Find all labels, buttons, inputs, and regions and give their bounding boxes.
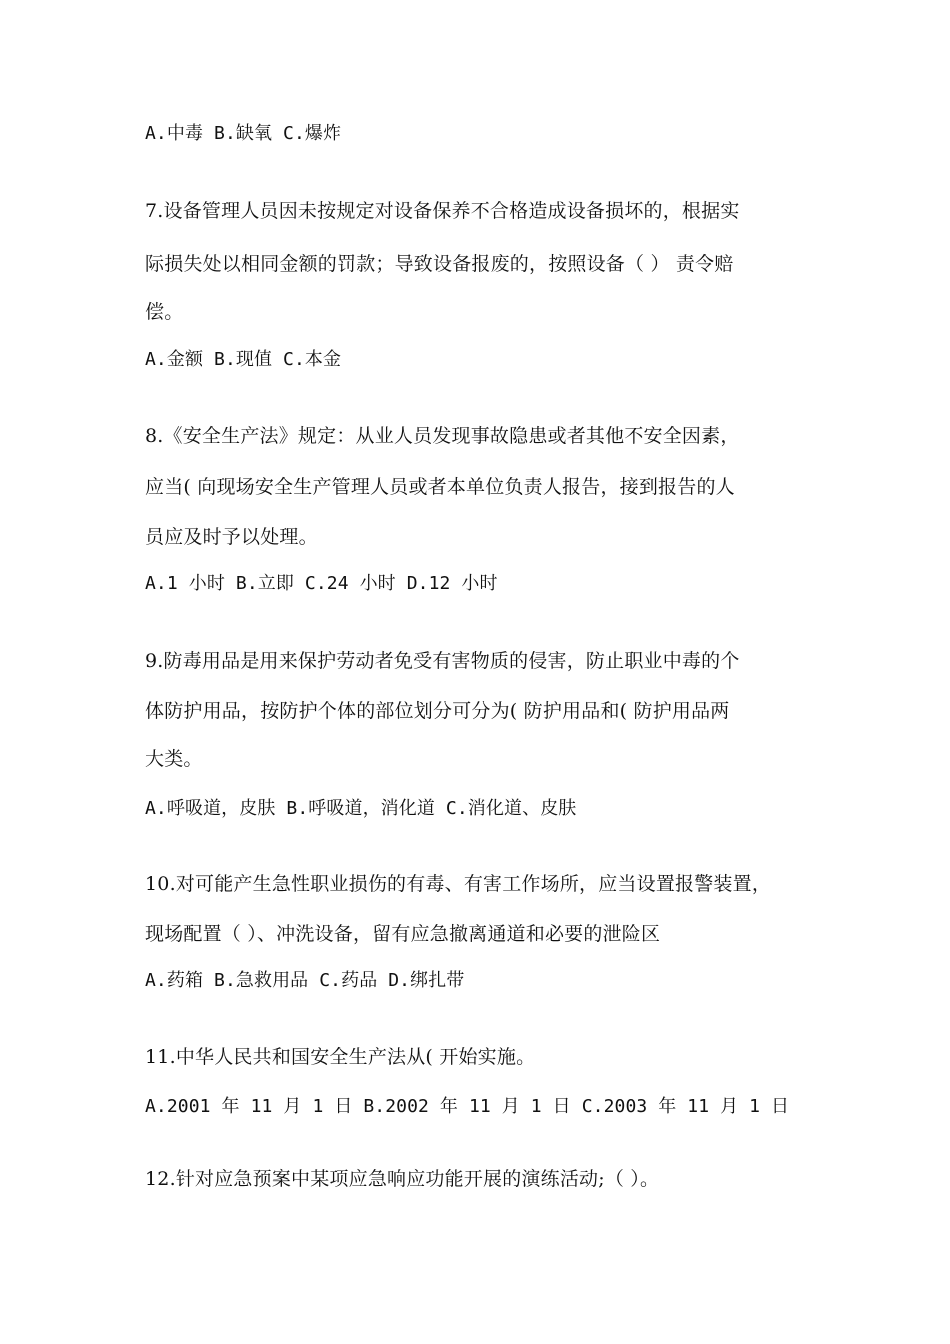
q9-line-1: 9.防毒用品是用来保护劳动者免受有害物质的侵害，防止职业中毒的个 <box>145 650 740 672</box>
q7-line-2: 际损失处以相同金额的罚款；导致设备报废的，按照设备（ ） 责令赔 <box>145 253 734 275</box>
q9-line-3: 大类。 <box>145 748 203 770</box>
q10-options: A.药箱 B.急救用品 C.药品 D.绑扎带 <box>145 970 465 991</box>
q8-options: A.1 小时 B.立即 C.24 小时 D.12 小时 <box>145 573 498 594</box>
q12-line-1: 12.针对应急预案中某项应急响应功能开展的演练活动;（ ）。 <box>145 1168 660 1190</box>
q9-options: A.呼吸道，皮肤 B.呼吸道，消化道 C.消化道、皮肤 <box>145 798 577 819</box>
q8-line-2: 应当( 向现场安全生产管理人员或者本单位负责人报告，接到报告的人 <box>145 476 735 498</box>
q11-options: A.2001 年 11 月 1 日 B.2002 年 11 月 1 日 C.2003 年 11 月 1 日 <box>145 1096 790 1117</box>
q10-line-2: 现场配置（ ）、冲洗设备，留有应急撤离通道和必要的泄险区 <box>145 923 661 945</box>
q10-line-1: 10.对可能产生急性职业损伤的有毒、有害工作场所，应当设置报警装置， <box>145 873 772 895</box>
q8-line-3: 员应及时予以处理。 <box>145 526 318 548</box>
q8-line-1: 8.《安全生产法》规定：从业人员发现事故隐患或者其他不安全因素， <box>145 425 740 447</box>
q7-line-3: 偿。 <box>145 301 184 323</box>
q9-line-2: 体防护用品，按防护个体的部位划分可分为( 防护用品和( 防护用品两 <box>145 700 730 722</box>
q6-options: A.中毒 B.缺氧 C.爆炸 <box>145 123 342 144</box>
q11-line-1: 11.中华人民共和国安全生产法从( 开始实施。 <box>145 1046 536 1068</box>
q7-line-1: 7.设备管理人员因未按规定对设备保养不合格造成设备损坏的，根据实 <box>145 200 740 222</box>
q7-options: A.金额 B.现值 C.本金 <box>145 349 342 370</box>
